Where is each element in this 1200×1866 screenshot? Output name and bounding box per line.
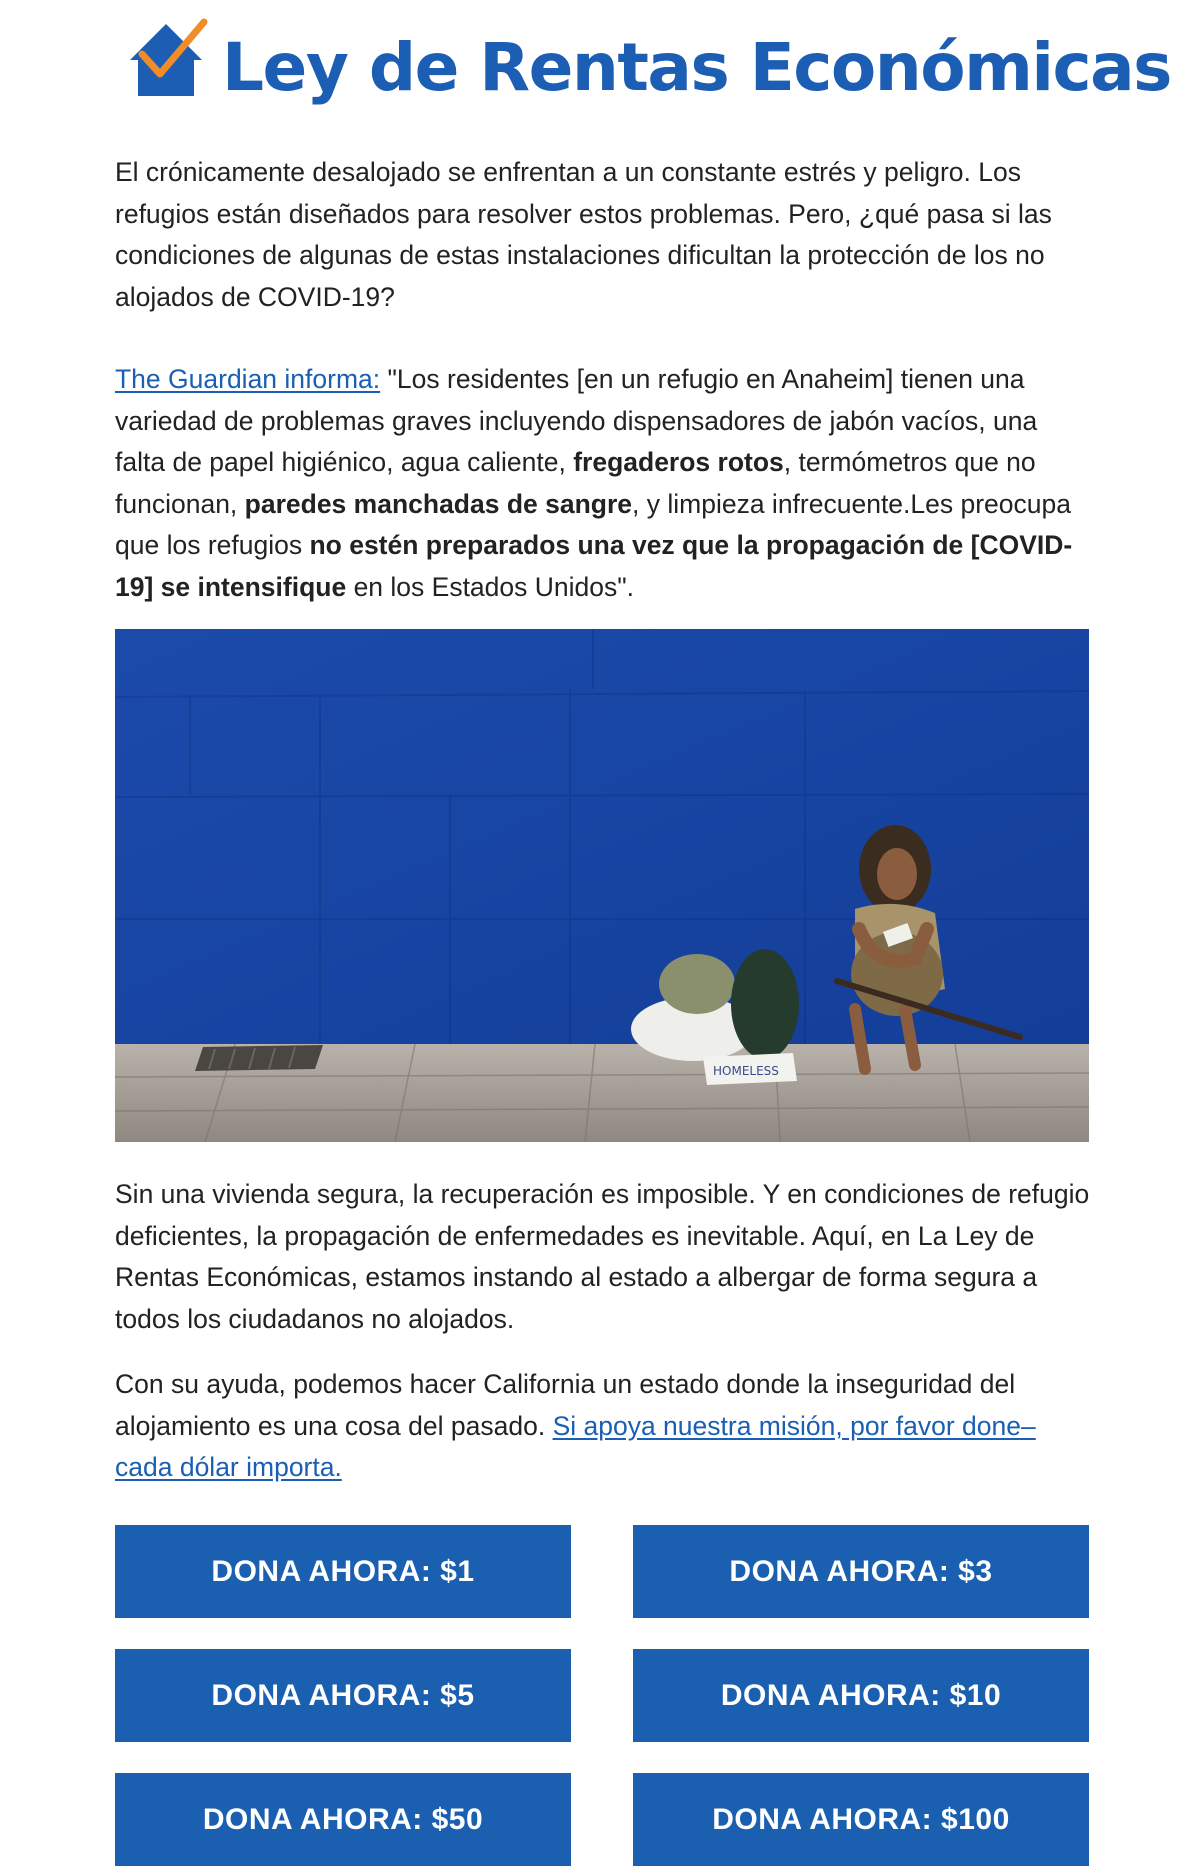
- donate-10-button[interactable]: DONA AHORA: $10: [633, 1649, 1089, 1742]
- quote-bold-2: paredes manchadas de sangre: [244, 488, 633, 519]
- house-checkmark-icon: [120, 14, 212, 104]
- intro-paragraph: El crónicamente desalojado se enfrentan a un constante estrés y peligro. Los refugios están diseñados para resolver estos problemas. Pero, ¿qué pasa si las condiciones de algunas de estas instalaciones dificultan la protección de los no alojados de COVID-19?: [115, 157, 1052, 312]
- donate-1-button[interactable]: DONA AHORA: $1: [115, 1525, 571, 1618]
- quote-bold-3: no estén preparados una vez que la propagación de [COVID-19] se intensifique: [115, 530, 1073, 602]
- appeal-paragraph: [115, 1364, 1090, 1489]
- quote-bold-1: fregaderos rotos: [573, 447, 784, 477]
- guardian-link[interactable]: The Guardian informa:: [115, 364, 381, 394]
- header: [120, 14, 1171, 124]
- homeless-sign-text: HOMELESS: [713, 1064, 779, 1078]
- donate-link[interactable]: Si apoya nuestra misión, por favor done–cada dólar importa.: [115, 1410, 1036, 1482]
- quote-paragraph: [115, 359, 1090, 608]
- donate-100-button[interactable]: DONA AHORA: $100: [633, 1773, 1089, 1866]
- donate-3-button[interactable]: DONA AHORA: $3: [633, 1525, 1089, 1618]
- brand-name[interactable]: Ley de Rentas Económicas: [222, 29, 1171, 106]
- quote-text-4: en los Estados Unidos".: [346, 571, 635, 602]
- quote-text-2: , termómetros que no funcionan,: [115, 447, 1036, 519]
- quote-text-3: , y limpieza infrecuente.Les preocupa que los refugios: [115, 488, 1072, 560]
- recovery-paragraph: Sin una vivienda segura, la recuperación es imposible. Y en condiciones de refugio deficientes, la propagación de enfermedades es inevitable. Aquí, en La Ley de Rentas Económicas, estamos instando al estado a albergar de forma segura a todos los ciudadanos no alojados.: [115, 1179, 1090, 1334]
- quote-text-1: "Los residentes [en un refugio en Anaheim] tienen una variedad de problemas graves incluyendo dispensadores de jabón vacíos, una falta de papel higiénico, agua caliente,: [115, 364, 1038, 477]
- donate-50-button[interactable]: DONA AHORA: $50: [115, 1773, 571, 1866]
- donate-5-button[interactable]: DONA AHORA: $5: [115, 1649, 571, 1742]
- hero-photo: [115, 629, 1089, 1142]
- appeal-text: Con su ayuda, podemos hacer California un estado donde la inseguridad del alojamiento es una cosa del pasado.: [115, 1369, 1016, 1441]
